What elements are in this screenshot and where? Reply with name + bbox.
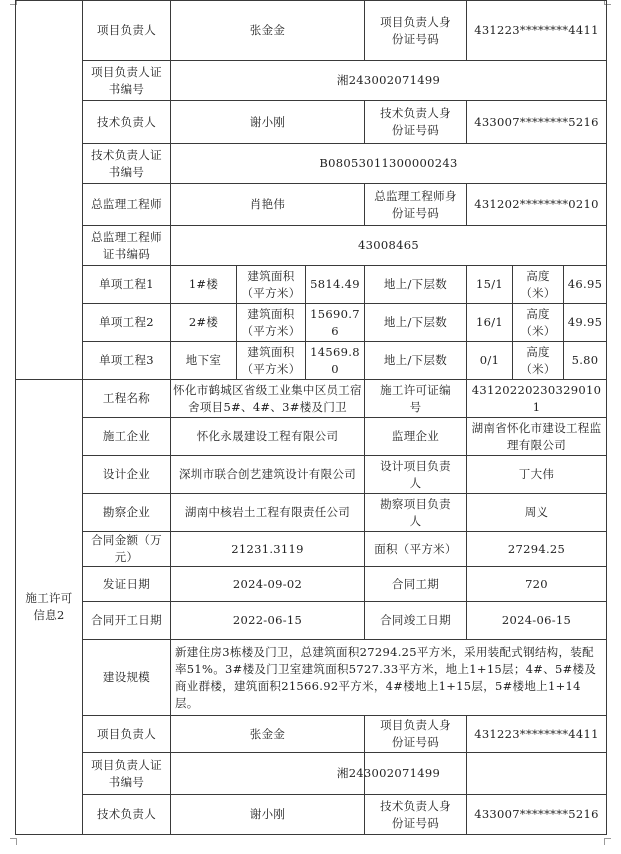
chief-supervisor-id-value: 431202********0210 [474,197,599,211]
grid-line [15,834,607,835]
scale-label: 建设规模 [102,670,151,684]
project-name-value: 怀化市鹤城区省级工业集中区员工宿舍项目5#、4#、3#楼及门卫 [173,382,362,414]
tech-manager-id-label: 技术负责人身份证号码 [380,106,451,137]
project-manager-2-value: 张金金 [249,726,286,741]
project-manager-id-value: 431223********4411 [474,23,599,37]
unit-1-floors-label: 地上/下层数 [383,277,448,291]
unit-1-label: 单项工程1 [99,277,154,291]
chief-supervisor-cert-label: 总监理工程师证书编码 [91,229,162,261]
unit-2-label: 单项工程2 [99,315,154,329]
survey-manager-label: 勘察项目负责人 [380,496,451,528]
unit-2-area-label: 建筑面积（平方米） [241,306,301,338]
unit-3-floors: 0/1 [479,353,500,367]
start-date-value: 2022-06-15 [232,613,303,627]
unit-1-floors: 15/1 [475,277,504,291]
unit-1-height-label: 高度（米） [520,268,556,300]
unit-2-area: 15690.76 [310,306,360,338]
end-date-label: 合同竣工日期 [380,613,451,627]
project-manager-cert-value: 湘243002071499 [336,73,441,87]
unit-3-name: 地下室 [185,353,222,367]
supervision-company-value: 湖南省怀化市建设工程监理有限公司 [471,420,602,452]
tech-manager-2-id-value: 433007********5216 [474,807,599,821]
grid-line [606,0,607,835]
chief-supervisor-id-label: 总监理工程师身份证号码 [374,188,457,220]
survey-company-value: 湖南中核岩土工程有限责任公司 [184,505,351,519]
unit-1-area: 5814.49 [310,277,360,291]
tech-manager-2-value: 谢小刚 [249,807,286,821]
corner-mark [604,838,611,845]
chief-supervisor-label: 总监理工程师 [91,197,162,211]
tech-manager-id-value: 433007********5216 [474,114,599,129]
project-name-label: 工程名称 [102,391,151,405]
design-company-label: 设计企业 [102,467,151,481]
project-manager-label: 项目负责人 [97,23,156,37]
unit-3-area: 14569.80 [310,344,360,376]
section-label: 施工许可信息2 [25,591,73,622]
tech-manager-2-label: 技术负责人 [97,807,156,821]
tech-manager-label: 技术负责人 [97,114,156,129]
permit-number-label: 施工许可证编号 [380,382,451,414]
unit-2-height-label: 高度（米） [520,306,556,338]
scale-value: 新建住房3栋楼及门卫，总建筑面积27294.25平方米，采用装配式钢结构，装配率51%。3#楼及门卫室建筑面积5727.33平方米，地上1+15层；4#、5#楼及商业群楼，建筑面积21566.92平方米，4#楼地上1+15层，5#楼地上1+14层。 [175,644,597,710]
survey-manager-value: 周义 [524,505,549,519]
survey-company-label: 勘察企业 [102,505,151,519]
design-company-value: 深圳市联合创艺建筑设计有限公司 [179,467,356,481]
project-manager-2-id-value: 431223********4411 [474,726,599,741]
unit-2-name: 2#楼 [188,315,219,329]
permit-number-value: 431202202303290101 [471,382,602,414]
contract-amount-label: 合同金额（万元） [91,533,162,564]
chief-supervisor-value: 肖艳伟 [249,197,286,211]
unit-2-height: 49.95 [567,315,603,329]
unit-3-label: 单项工程3 [99,353,154,367]
project-manager-cert-label: 项目负责人证书编号 [91,64,162,96]
chief-supervisor-cert-value: 43008465 [358,238,419,252]
start-date-label: 合同开工日期 [91,613,162,627]
area-label: 面积（平方米） [374,541,457,556]
contract-period-value: 720 [525,576,548,591]
unit-3-height: 5.80 [571,353,599,367]
end-date-value: 2024-06-15 [501,613,572,627]
unit-1-name: 1#楼 [188,277,219,291]
project-manager-value: 张金金 [249,23,286,37]
design-manager-label: 设计项目负责人 [380,458,451,490]
tech-manager-cert-value: B08053011300000243 [319,156,458,170]
unit-1-height: 46.95 [567,277,603,291]
unit-1-area-label: 建筑面积（平方米） [241,268,301,300]
supervision-company-label: 监理企业 [391,429,440,443]
construction-company-label: 施工企业 [102,429,151,443]
project-manager-2-label: 项目负责人 [97,726,156,741]
unit-2-floors-label: 地上/下层数 [383,315,448,329]
design-manager-value: 丁大伟 [518,467,555,481]
area-value: 27294.25 [507,541,566,556]
corner-mark [10,838,17,845]
tech-manager-value: 谢小刚 [249,114,286,129]
project-manager-id-label: 项目负责人身份证号码 [380,14,451,46]
tech-manager-cert-label: 技术负责人证书编号 [91,147,162,179]
unit-3-height-label: 高度（米） [520,344,556,376]
unit-3-floors-label: 地上/下层数 [383,353,448,367]
construction-company-value: 怀化永晟建设工程有限公司 [196,429,339,443]
issue-date-value: 2024-09-02 [232,576,303,591]
contract-period-label: 合同工期 [391,576,440,591]
project-manager-2-cert-value: 湘243002071499 [336,766,441,780]
unit-3-area-label: 建筑面积（平方米） [241,344,301,376]
unit-2-floors: 16/1 [475,315,504,329]
issue-date-label: 发证日期 [102,576,151,591]
contract-amount-value: 21231.3119 [231,541,304,556]
tech-manager-2-id-label: 技术负责人身份证号码 [380,798,451,830]
project-manager-2-id-label: 项目负责人身份证号码 [380,718,451,749]
project-manager-2-cert-label: 项目负责人证书编号 [91,757,162,789]
